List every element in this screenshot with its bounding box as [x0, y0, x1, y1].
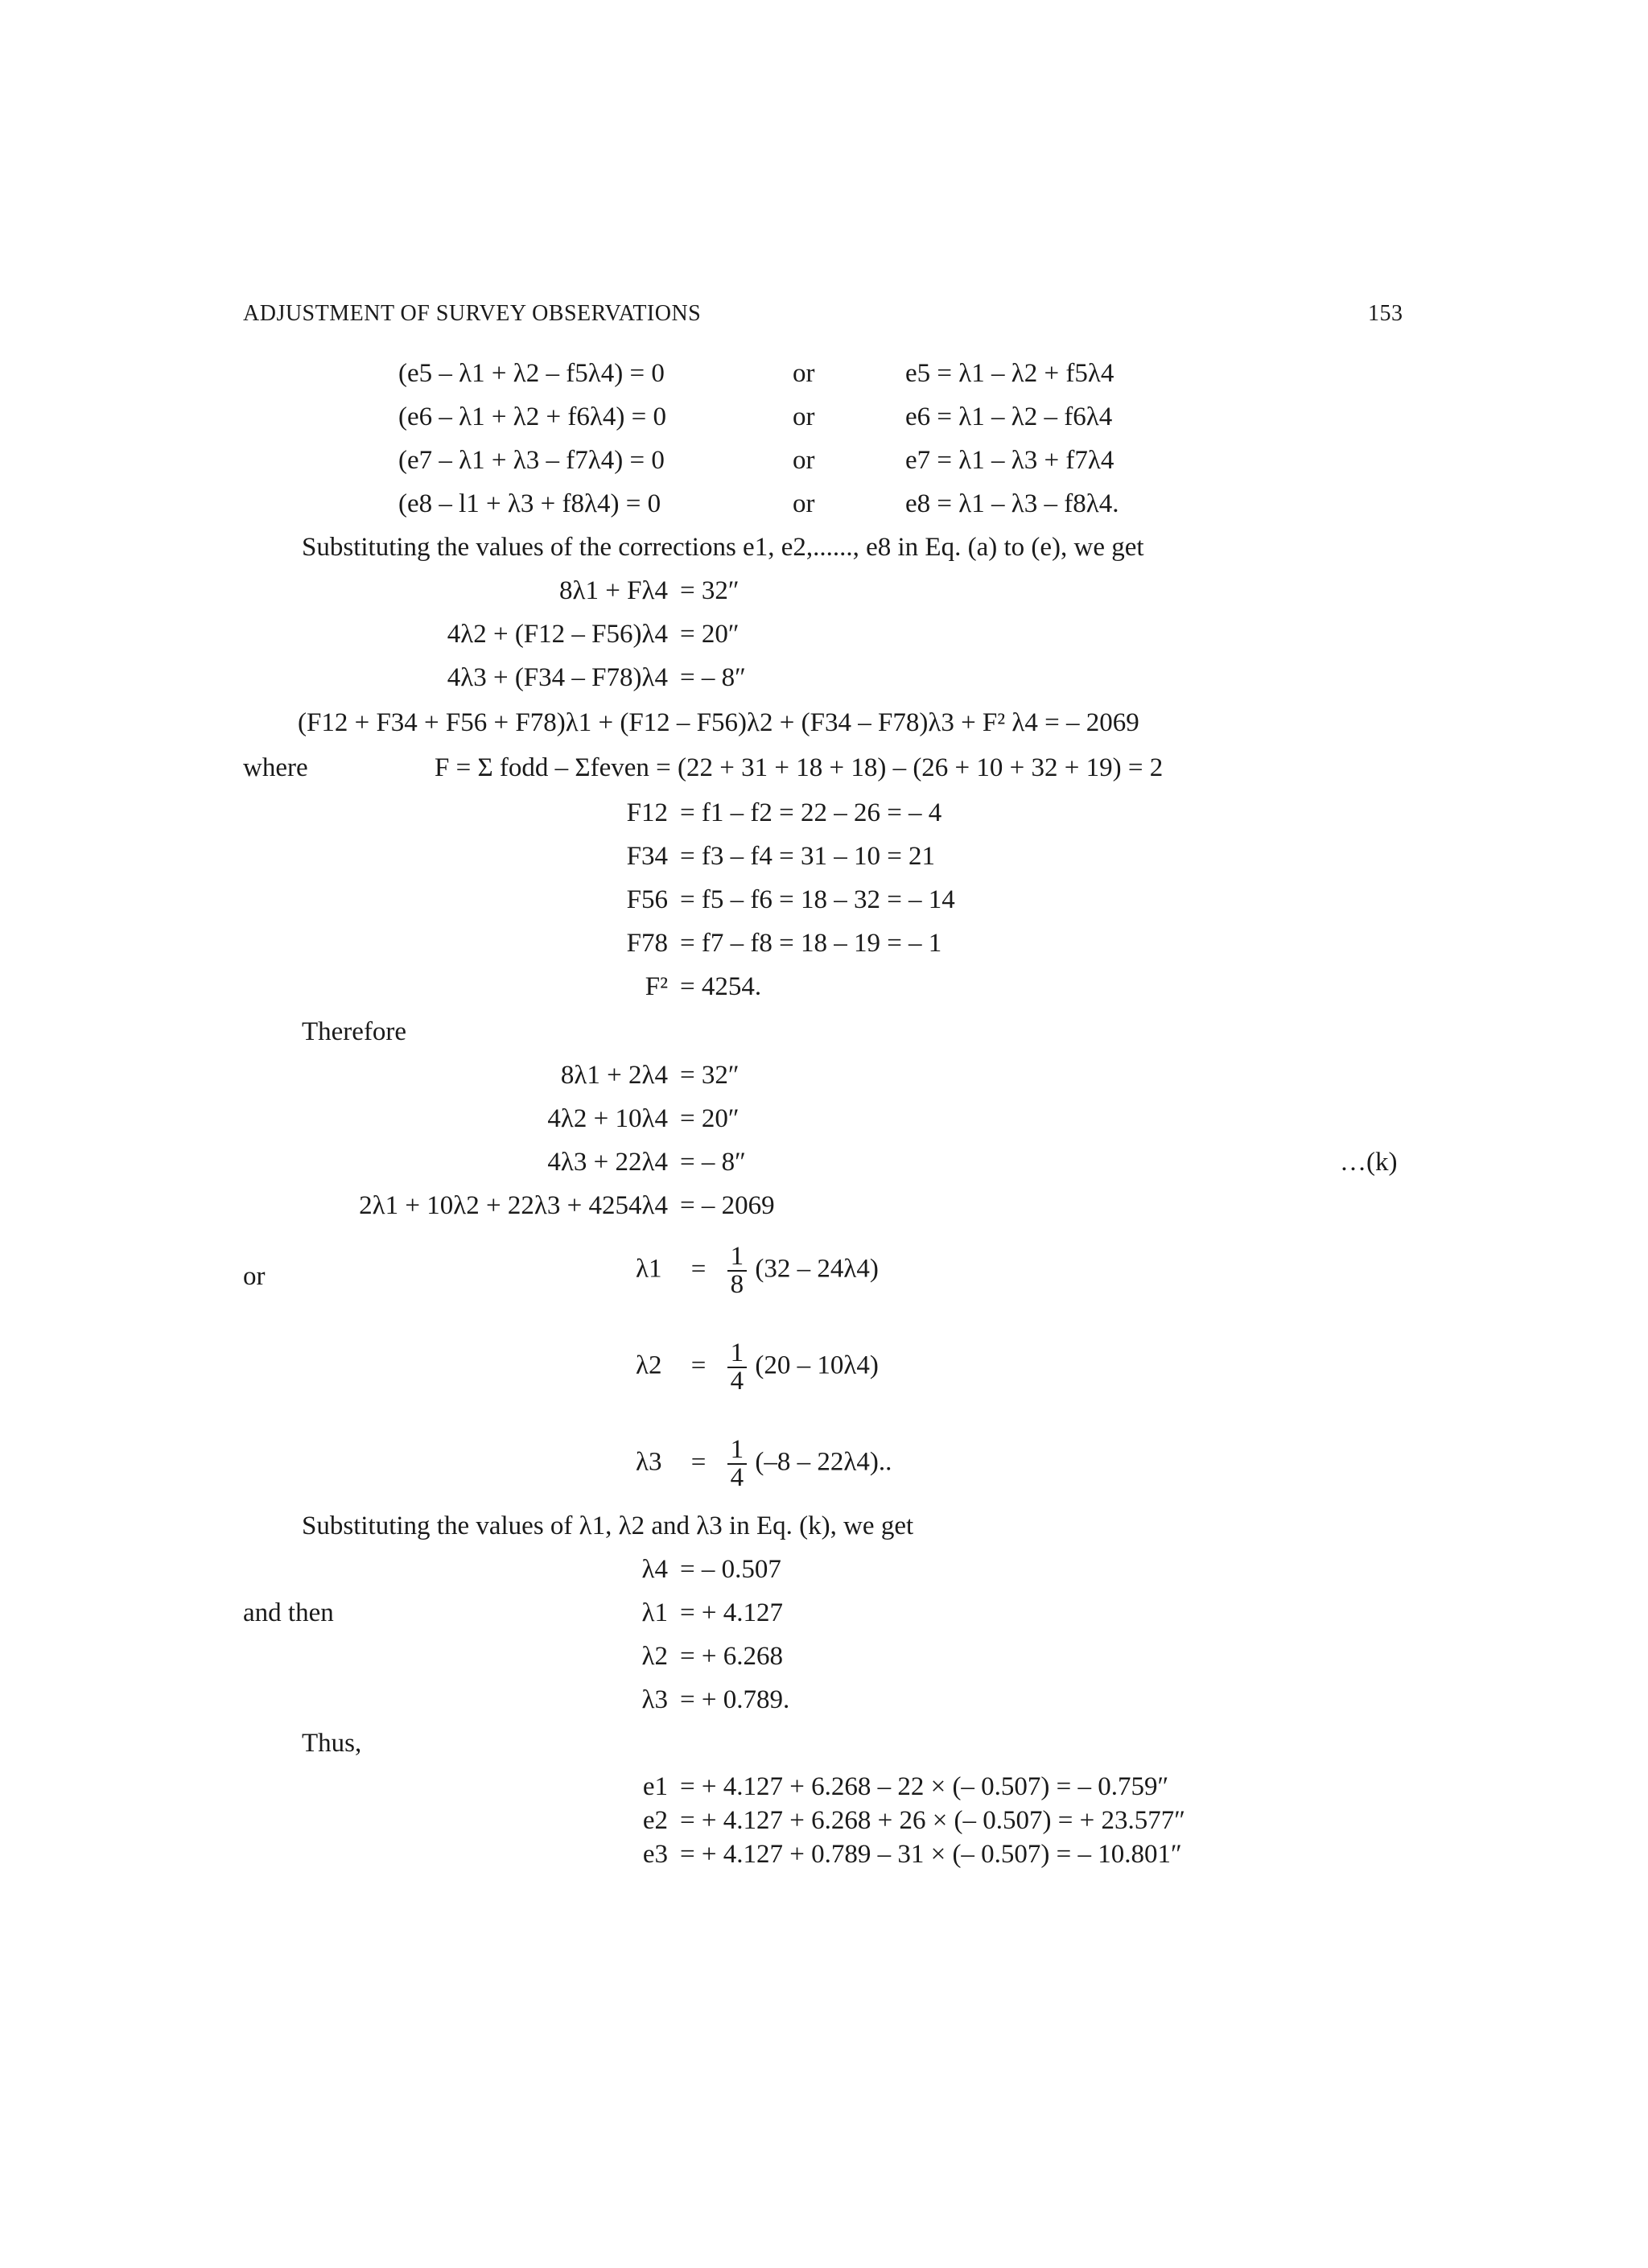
- or-conjunction: or: [793, 489, 815, 518]
- thus-label: Thus,: [302, 1729, 362, 1758]
- numeric-eq-3-lhs: 4λ3 + 22λ4: [547, 1148, 668, 1177]
- F12-label: F12: [626, 798, 668, 827]
- equals-sign: =: [690, 1447, 707, 1477]
- F78-label: F78: [626, 929, 668, 958]
- e3-value: = + 4.127 + 0.789 – 31 × (– 0.507) = – 10.801″: [680, 1840, 1182, 1869]
- or-conjunction: or: [793, 402, 815, 431]
- e1-value: = + 4.127 + 6.268 – 22 × (– 0.507) = – 0.759″: [680, 1772, 1169, 1801]
- lambda1-label: λ1: [636, 1254, 662, 1284]
- equation-tag-k: …(k): [1340, 1148, 1398, 1177]
- lambda1-fraction-eq: [636, 1243, 879, 1298]
- and-then-label: and then: [243, 1598, 334, 1627]
- normal-eq-1-rhs: = 32″: [680, 576, 740, 605]
- numeric-eq-3-rhs: = – 8″: [680, 1148, 746, 1177]
- F-squared-value: = 4254.: [680, 972, 762, 1001]
- correction-lhs-e5: (e5 – λ1 + λ2 – f5λ4) = 0: [398, 359, 665, 388]
- F34-label: F34: [626, 842, 668, 871]
- paragraph-substituting-lambdas: Substituting the values of λ1, λ2 and λ3 in Eq. (k), we get: [302, 1511, 914, 1540]
- running-header-title: ADJUSTMENT OF SURVEY OBSERVATIONS: [243, 301, 702, 326]
- lambda3-result-label: λ3: [641, 1685, 668, 1714]
- normal-eq-3-rhs: = – 8″: [680, 663, 746, 692]
- F-definition: F = Σ fodd – Σfeven = (22 + 31 + 18 + 18) – (26 + 10 + 32 + 19) = 2: [435, 753, 1164, 782]
- fraction-expression: (32 – 24λ4): [755, 1254, 879, 1284]
- equals-sign: =: [690, 1350, 707, 1380]
- correction-rhs-e5: e5 = λ1 – λ2 + f5λ4: [905, 359, 1114, 388]
- F12-value: = f1 – f2 = 22 – 26 = – 4: [680, 798, 942, 827]
- fraction-expression: (–8 – 22λ4)..: [755, 1447, 892, 1477]
- fraction-numerator: 1: [727, 1340, 748, 1368]
- normal-eq-4-full: (F12 + F34 + F56 + F78)λ1 + (F12 – F56)λ2 + (F34 – F78)λ3 + F² λ4 = – 2069: [298, 708, 1139, 737]
- F56-value: = f5 – f6 = 18 – 32 = – 14: [680, 885, 955, 914]
- correction-rhs-e7: e7 = λ1 – λ3 + f7λ4: [905, 446, 1114, 475]
- fraction-denominator: 4: [730, 1463, 744, 1492]
- lambda1-result-label: λ1: [641, 1598, 668, 1627]
- lambda3-fraction-eq: [636, 1437, 892, 1491]
- numeric-eq-1-lhs: 8λ1 + 2λ4: [560, 1061, 668, 1090]
- normal-eq-2-rhs: = 20″: [680, 620, 740, 649]
- numeric-eq-4-rhs: = – 2069: [680, 1191, 775, 1220]
- e1-label: e1: [642, 1772, 668, 1801]
- lambda1-result-value: = + 4.127: [680, 1598, 783, 1627]
- correction-lhs-e8: (e8 – l1 + λ3 + f8λ4) = 0: [398, 489, 661, 518]
- fraction-one-eighth: [727, 1243, 748, 1298]
- F-squared-label: F²: [645, 972, 668, 1001]
- correction-lhs-e7: (e7 – λ1 + λ3 – f7λ4) = 0: [398, 446, 665, 475]
- numeric-eq-4-lhs: 2λ1 + 10λ2 + 22λ3 + 4254λ4: [359, 1191, 668, 1220]
- or-label: or: [243, 1262, 266, 1291]
- fraction-expression: (20 – 10λ4): [755, 1350, 879, 1380]
- normal-eq-2-lhs: 4λ2 + (F12 – F56)λ4: [447, 620, 668, 649]
- lambda2-fraction-eq: [636, 1340, 879, 1395]
- lambda3-result-value: = + 0.789.: [680, 1685, 790, 1714]
- lambda2-result-value: = + 6.268: [680, 1642, 783, 1671]
- lambda2-label: λ2: [636, 1350, 662, 1380]
- paragraph-substituting-corrections: Substituting the values of the corrections e1, e2,......, e8 in Eq. (a) to (e), we get: [302, 533, 1144, 562]
- F78-value: = f7 – f8 = 18 – 19 = – 1: [680, 929, 942, 958]
- correction-rhs-e6: e6 = λ1 – λ2 – f6λ4: [905, 402, 1113, 431]
- normal-eq-1-lhs: 8λ1 + Fλ4: [559, 576, 668, 605]
- e3-label: e3: [642, 1840, 668, 1869]
- lambda3-label: λ3: [636, 1447, 662, 1477]
- numeric-eq-1-rhs: = 32″: [680, 1061, 740, 1090]
- F56-label: F56: [626, 885, 668, 914]
- e2-value: = + 4.127 + 6.268 + 26 × (– 0.507) = + 23.577″: [680, 1806, 1185, 1835]
- correction-rhs-e8: e8 = λ1 – λ3 – f8λ4.: [905, 489, 1119, 518]
- page-number: 153: [1368, 301, 1403, 326]
- fraction-denominator: 4: [730, 1367, 744, 1396]
- numeric-eq-2-lhs: 4λ2 + 10λ4: [547, 1104, 668, 1133]
- or-conjunction: or: [793, 446, 815, 475]
- fraction-numerator: 1: [727, 1243, 748, 1272]
- lambda4-value: = – 0.507: [680, 1555, 781, 1584]
- lambda2-result-label: λ2: [641, 1642, 668, 1671]
- fraction-denominator: 8: [730, 1270, 744, 1299]
- lambda4-label: λ4: [641, 1555, 668, 1584]
- F34-value: = f3 – f4 = 31 – 10 = 21: [680, 842, 936, 871]
- therefore-label: Therefore: [302, 1017, 407, 1046]
- where-label: where: [243, 753, 308, 782]
- fraction-one-quarter: [727, 1437, 748, 1491]
- e2-label: e2: [642, 1806, 668, 1835]
- fraction-one-quarter: [727, 1340, 748, 1395]
- correction-lhs-e6: (e6 – λ1 + λ2 + f6λ4) = 0: [398, 402, 666, 431]
- or-conjunction: or: [793, 359, 815, 388]
- equals-sign: =: [690, 1254, 707, 1284]
- numeric-eq-2-rhs: = 20″: [680, 1104, 740, 1133]
- normal-eq-3-lhs: 4λ3 + (F34 – F78)λ4: [447, 663, 668, 692]
- fraction-numerator: 1: [727, 1437, 748, 1465]
